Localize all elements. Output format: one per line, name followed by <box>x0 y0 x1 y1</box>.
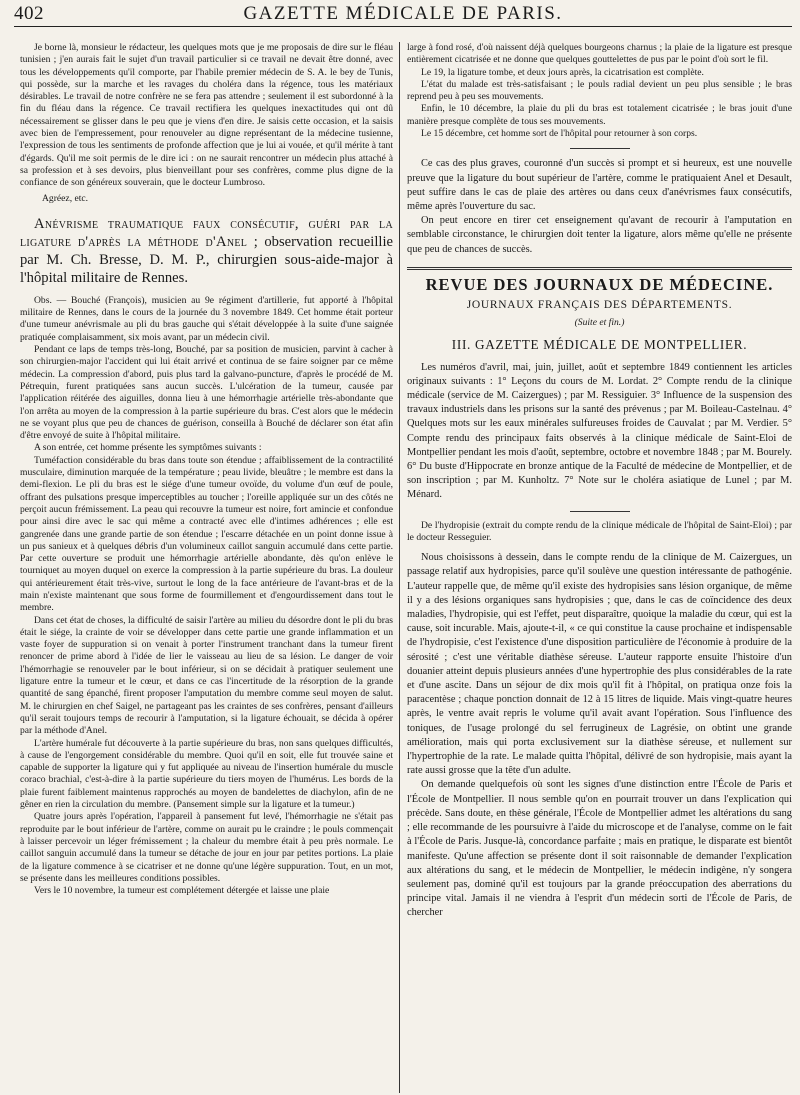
observation-text <box>20 295 393 898</box>
continuation-paragraph: Le 19, la ligature tombe, et deux jours après, la cicatrisation est complète. <box>421 66 704 78</box>
section-subtitle: JOURNAUX FRANÇAIS DES DÉPARTEMENTS. <box>466 299 733 311</box>
short-rule <box>570 148 630 149</box>
observation-paragraph: L'artère humérale fut découverte à la partie supérieure du bras, non sans quelques difficultés, à cause de l'engorgement considérable du membre. Quoi qu'il en soit, elle fut trouvée saine et capable de supporter la ligature qui y fut appliquée au niveau de l'insertion humérale du muscle coraco brachial, c'est-à-dire à la partie supérieure du tiers moyen de l'humérus. Les bords de la plaie furent faiblement maintenus rapprochés au moyen de bandelettes de diachylon, afin de ne gêner en rien la circulation du membre. (Pansement simple sur la ligature et la tumeur.) <box>20 737 393 811</box>
observation-paragraph: Dans cet état de choses, la difficulté de saisir l'artère au milieu du désordre dont le pli du bras était le siége, la crainte de voir se développer dans cette partie une grande inflammation et un vaste foyer de suppuration si on venait à porter l'instrument tranchant dans la tumeur firent renoncer de prime abord à l'idée de lier le vaisseau au lieu de sa lésion. Le danger de voir l'hémorrhagie se renouveler par le bout inférieur, si on se décidait à pratiquer seulement une ligature entre la tumeur et le cœur, et dans ce cas l'incertitude de la résorption de la grande quantité de sang épanché, firent proposer l'amputation du membre comme seul moyen de salut. M. le chirurgien en chef Saigel, ne partageant pas les craintes de ses confrères, pensant d'ailleurs qu'il serait toujours temps de recourir à l'amputation, si la ligature échouait, se décida à opérer par la méthode d'Anel. <box>20 614 393 737</box>
page-header <box>14 2 792 27</box>
continuation-paragraph: Le 15 décembre, cet homme sort de l'hôpital pour retourner à son corps. <box>421 128 698 140</box>
short-rule <box>570 511 630 512</box>
observation-paragraph: Tuméfaction considérable du bras dans toute son étendue ; affaiblissement de la contractilité musculaire, diminution marquée de la température ; peau livide, bleuâtre ; le membre est dans la demi-flexion. Le pli du bras est le siége d'une tumeur ovoïde, du volume d'un œuf de poule, offrant des pulsations presque imperceptibles au toucher ; l'oreille appliquée sur un des côtés ne perçoit aucun frémissement. La peau qui recouvre la tumeur est noire, fort amincie et confondue pour ainsi dire avec le sac qui même a contracté avec elle d'intimes adhérences ; elle est gangrenée dans une grande partie de son étendue ; l'escarre détachée en un point donne issue à un pus sanieux et à quelques débris d'un volumineux caillot sanguin accumulé dans cette partie. Par cette ouverture se produit une hémorrhagie artérielle abondante, dès qu'on enlève le tourniquet au moyen duquel on exerce la compression à la partie supérieure du bras. La douleur qui antérieurement était très-vive, surtout le long de la face antérieure de l'avant-bras et de la main n'existe maintenant que sous forme de fourmillement et d'engourdissement dans tout le membre. <box>20 454 393 614</box>
observation-paragraph: Obs. — Bouché (François), musicien au 9e régiment d'artillerie, fut apporté à l'hôpital militaire de Rennes, dans le cours de la journée du 3 novembre 1849. Cet homme était porteur d'une tumeur anévrismale au pli du bras gauche qui s'était développée à la suite d'une saignée pratiquée complaisamment, six mois avant, par un médecin civil. <box>20 294 393 343</box>
continuation-paragraph: Enfin, le 10 décembre, la plaie du pli du bras est totalement cicatrisée ; le bras jouit d'une manière presque complète de tous ses mouvements. <box>407 103 792 127</box>
continuation-paragraph: large à fond rosé, d'où naissent déjà quelques bourgeons charnus ; la plaie de la ligature est presque entièrement cicatrisée et ne donne que quelques gouttelettes de pus par le point d'où sort le fil. <box>407 42 792 66</box>
hydropisie-heading: De l'hydropisie (extrait du compte rendu de la clinique médicale de l'hôpital de Saint-Eloi) ; par le docteur Resseguier. <box>407 519 792 543</box>
journal-title: GAZETTE MÉDICALE DE PARIS. <box>243 3 563 24</box>
article-title-small-caps: Anévrisme traumatique faux consécutif, guéri par la ligature d'après la méthode d'Anel ; <box>20 215 393 250</box>
hydropisie-paragraph: On demande quelquefois où sont les signes d'une distinction entre l'École de Paris et l'École de Montpellier. Il nous semble qu'on en pourrait trouver un dans l'explication qui précède. Sans doute, en thèse générale, l'École de Montpellier admet les altérations du sang ; elle recommande de les poursuivre à l'aide du microscope et de l'analyse, comme on le fait à l'École de Paris. Jusque-là, concordance parfaite ; mais en pratique, le disparate est bientôt manifeste. Qu'une affection se présente dont il soit raisonnable de demander l'explication aux altérations du sang, et le médecin de Montpellier, le médecin indigène, n'y songera seulement pas, dominé qu'il est toujours par la grande préoccupation des aberrations du principe vital. Jamais il ne viendra à l'esprit d'un médecin sorti de l'École de Paris, de chercher <box>407 779 792 919</box>
left-column <box>20 42 393 1093</box>
observation-paragraph: Pendant ce laps de temps très-long, Bouché, par sa position de musicien, parvint à cacher à son chirurgien-major l'accident qui lui était arrivé et continua de se faire soigner par ce même médecin. La compression d'abord, puis plus tard la galvano-puncture, d'après le procédé de M. Pétrequin, furent pratiquées sans aucun succès. L'ulcération de la tumeur, causée par l'application réitérée des aiguilles, donna lieu à une hémorrhagie artérielle très-abondante que l'on arrêta au moyen de la compression à la partie supérieure du bras. C'est alors que le médecin ne se voyant plus que peu de chances de guérison, conseilla à Bouché de déclarer son état afin d'être envoyé de suite à l'hôpital militaire. <box>20 344 393 442</box>
observation-paragraph: Vers le 10 novembre, la tumeur est complétement détergée et laisse une plaie <box>34 885 330 897</box>
section-rule <box>407 267 792 270</box>
letter-paragraph: Je borne là, monsieur le rédacteur, les quelques mots que je me proposais de dire sur le fléau tunisien ; j'en aurais fait le sujet d'un travail particulier si ce travail ne devait être donné, avec tous les développements qu'il comporte, par l'habile premier médecin de S. A. le bey de Tunis, qui possède, sur la marche et les ravages du choléra dans la régence, tous les matériaux désirables. Le travail de notre confrère ne se fera pas attendre ; seulement il est subordonné à la fin du fléau dans la régence. Ce travail rectifiera les quelques inexactitudes qui ont dû nécessairement se glisser dans le peu que je viens d'en dire. Je saisis cette occasion, et la saisis avec bien de l'empressement, pour renouveler au digne représentant de la médecine tusienne, l'expression de tous les sentiments de profonde affection que je lui ai vouée, et qu'il mérite à tant d'égards. Qu'il me soit permis de le dire ici : on ne saurait rencontrer un médecin plus attaché à sa profession et à ses devoirs, plus bienveillant pour ses confrères, comme plus digne de la confiance de son généreux souverain, que le docteur Lumbroso. <box>20 42 393 189</box>
reflection-paragraph: On peut encore en tirer cet enseignement qu'avant de recourir à l'amputation en semblable circonstance, le chirurgien doit tenter la ligature, alors même qu'elle ne présente que peu de chances de succès. <box>407 215 792 255</box>
article-title <box>20 215 393 287</box>
observation-paragraph: A son entrée, cet homme présente les symptômes suivants : <box>34 442 262 454</box>
hydropisie-paragraph: Nous choisissons à dessein, dans le compte rendu de la clinique de M. Caizergues, un passage relatif aux hydropisies, parce qu'il soulève une question intéressante de pathogénie. L'auteur rappelle que, de même qu'il existe des hydropisies sans lésion organique, de même il y a des lésions organiques sans hydropisies ; que, dans le cas de coïncidence des deux maladies, l'hydropisie, qui est l'effet, peut disparaître, quoique la maladie du cœur, qui est la cause, soit incurable. Mais, ajoute-t-il, « ce qui constitue la cause prochaine et indispensable de l'hydropisie, c'est l'existence d'une disposition particulière de l'économie à produire de la sérosité ; c'est une véritable diathèse séreuse. L'auteur rapporte ensuite l'histoire d'un douanier atteint depuis plusieurs années d'une hypertrophie des plus considérables de la rate et d'une ascite. Dans un séjour de dix mois qu'il fit à l'hôpital, on pratiqua onze fois la paracentèse ; chaque ponction donnait de 12 à 15 litres de liquide. Mais vingt-quatre heures après, le ventre avait repris le volume qu'il avait avant l'opération. Sous l'influence des toniques, de l'usage prolongé du sel ferrugineux de Lagrésie, on obtint une grande amélioration, mais qui porta exclusivement sur la diathèse séreuse, et nullement sur l'hypertrophie de la rate. Le malade quitta l'hôpital, délivré de son hydropisie, mais ayant la rate aussi grosse que la tête d'un adulte. <box>407 552 792 777</box>
reflection-paragraph: Ce cas des plus graves, couronné d'un succès si prompt et si heureux, est une nouvelle preuve que la ligature du bout supérieur de l'artère, comme le pratiquaient Anel et Desault, peut suffire dans le cas de plaie des artères ou dans ceux d'anévrismes faux consécutifs, même après l'ouverture du sac. <box>407 158 792 212</box>
letter-signoff: Agréez, etc. <box>42 192 89 204</box>
observation-continuation <box>407 42 792 140</box>
continuation-paragraph: L'état du malade est très-satisfaisant ; le pouls radial devient un peu plus sensible ; le bras reprend peu à peu ses mouvements. <box>407 78 792 103</box>
observation-paragraph: Quatre jours après l'opération, l'appareil à pansement fut levé, l'hémorrhagie ne s'était pas reproduite par le bout inférieur de l'artère, comme on aurait pu le craindre ; le pouls commençait à laisser percevoir un léger frémissement ; la chaleur du membre était à peu près normale. Le caillot sanguin accumulé dans la tumeur se détache de jour en jour par petites portions. La plaie de la ligature commence à se cicatriser et ne donne qu'une légère suppuration. Tout, en un mot, se présente dans les meilleures conditions possibles. <box>20 811 393 884</box>
article-title-rest: observation recueillie par M. Ch. Bresse, D. M. P., chirurgien sous-aide-major à l'hôpital militaire de Rennes. <box>20 233 393 286</box>
journal-summary: Les numéros d'avril, mai, juin, juillet, août et septembre 1849 contiennent les articles originaux suivants : 1° Leçons du cours de M. Lordat. 2° Compte rendu de la clinique médicale (service de M. Caizergues) ; par M. Ressiguier. 3° Influence de la suspension des travaux industriels dans les prisons sur la santé des prévenus ; par M. Boileau-Castelnau. 4° Quelques mots sur les eaux minérales sulfureuses froides de Cauvalat ; par M. Verdier. 5° Compte rendu des principaux faits observés à la clinique médicale de Saint-Eloi de Montpellier pendant les mois d'août, septembre, octobre et novembre 1848 ; par M. Bourely. 6° Du buste d'Hippocrate en bronze antique de la Faculté de médecine de Montpellier, et de son inscription ; par M. Kunholtz. 7° Note sur le choléra asiatique de Lunel ; par M. Ménard. <box>407 361 792 501</box>
journal-subheading: III. GAZETTE MÉDICALE DE MONTPELLIER. <box>451 337 748 353</box>
right-column <box>407 42 792 1093</box>
column-divider <box>399 42 400 1093</box>
section-note: (Suite et fin.) <box>574 317 625 329</box>
section-title: REVUE DES JOURNAUX DE MÉDECINE. <box>425 274 774 294</box>
page-number: 402 <box>14 3 44 24</box>
